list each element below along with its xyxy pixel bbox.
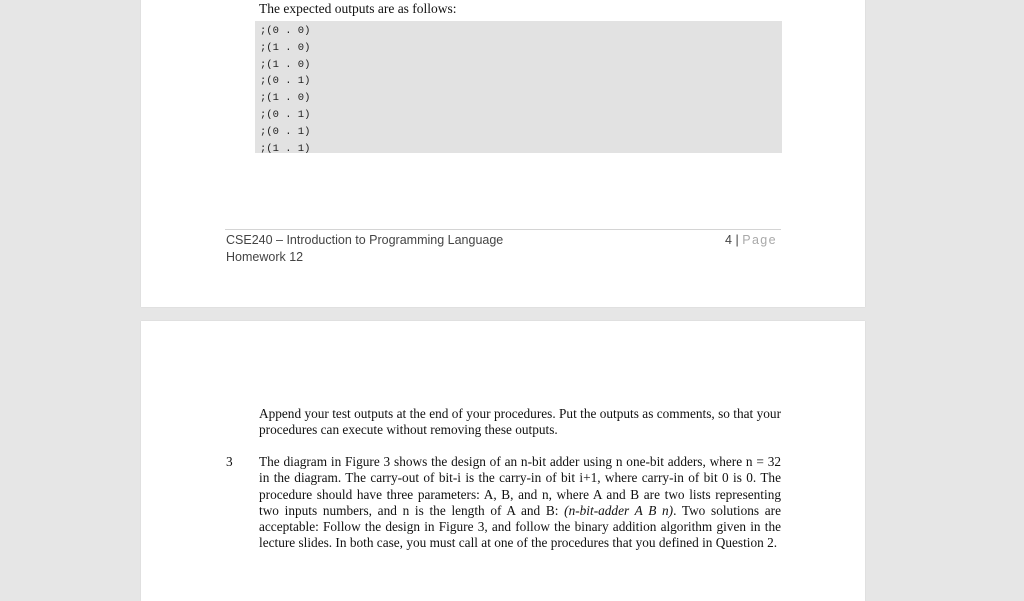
code-line: ;(0 . 0): [260, 25, 311, 37]
question-3-text-part2: . Two solutions are acceptable: Follow the design in Figure 3, and follow the binary addition algorithm given in the lecture slides. In both case, you must call at one of the procedures that you defined in Question 2.: [259, 502, 781, 551]
footer-homework-label: Homework 12: [226, 250, 304, 264]
footer-page-number: [725, 232, 777, 249]
code-line: ;(1 . 1): [260, 142, 311, 155]
page-number: 4: [725, 233, 732, 247]
question-3-text-part1: The diagram in Figure 3 shows the design of an n-bit adder using n one-bit adders, where n = 32 in the diagram. The carry-out of bit-i is the carry-in of bit i+1, where carry-in of bit 0 is 0. The procedure should have three parameters: A, B, and n, where A and B are two lists representing two inputs numbers, and n is the length of A and B:: [259, 454, 781, 518]
expected-outputs-intro: The expected outputs are as follows:: [259, 1, 457, 16]
footer-divider: [225, 229, 781, 230]
procedure-signature: (n-bit-adder A B n): [564, 502, 674, 518]
code-line: ;(0 . 1): [260, 75, 311, 88]
code-line: ;(1 . 0): [260, 41, 311, 54]
page-word: Page: [742, 233, 777, 247]
code-line: ;(1 . 0): [260, 58, 311, 71]
code-line: ;(1 . 0): [260, 92, 311, 105]
append-outputs-paragraph: Append your test outputs at the end of your procedures. Put the outputs as comments, so that your procedures can execute without removing these outputs.: [259, 406, 781, 438]
footer-course-title: CSE240 – Introduction to Programming Language: [226, 233, 504, 247]
document-page-5: [141, 321, 865, 601]
expected-outputs-code-block: [255, 21, 782, 153]
question-number: 3: [226, 454, 233, 469]
footer-course-info: [226, 232, 503, 266]
page-separator: |: [735, 233, 739, 247]
question-3-text: [259, 454, 781, 552]
code-line: ;(0 . 1): [260, 125, 311, 138]
document-page-4: [141, 0, 865, 307]
code-line: ;(0 . 1): [260, 108, 311, 121]
